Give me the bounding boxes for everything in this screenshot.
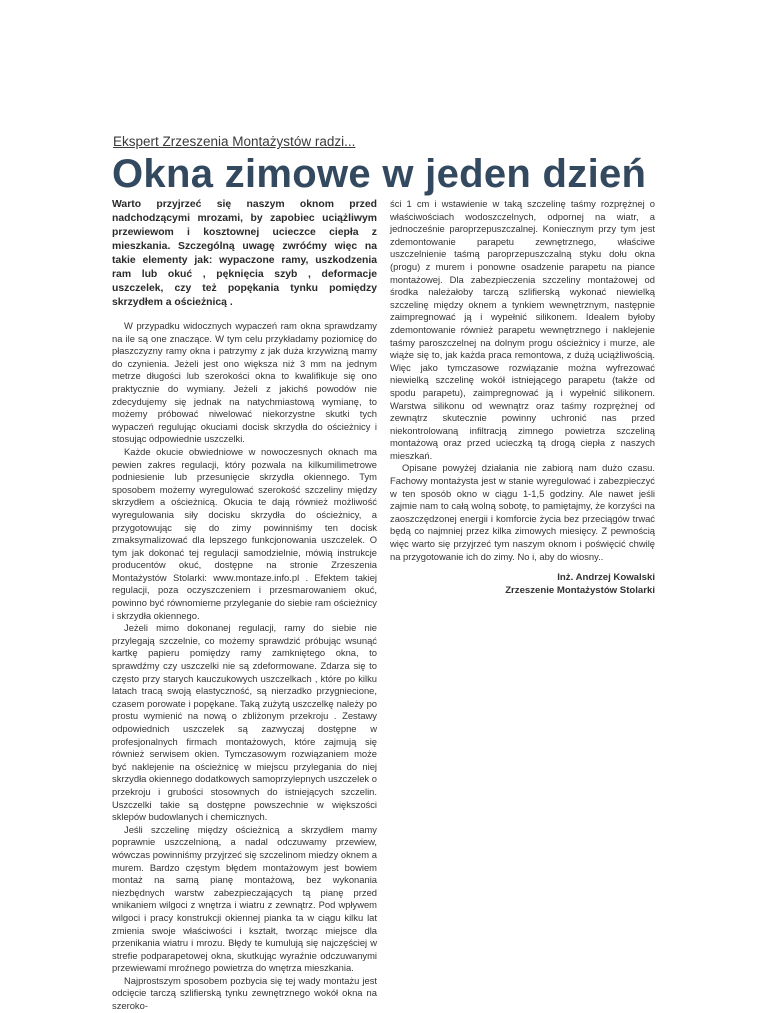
right-column [390,198,655,597]
body-paragraph: ści 1 cm i wstawienie w taką szczelinę taśmy rozprężnej o właściwościach wodoszczelnych, odpornej na wiatr, a jednocześnie paroprzepuszczalnej. Koniecznym przy tym jest zdemontowanie parapetu zewnętrznego, właściwe uszczelnienie taśmą paroprzepuszczalną styku dołu okna (progu) z murem i ponowne osadzenie parapetu na piance montażowej. Dla zabezpieczenia szczeliny montażowej od środka należałoby tarczą szlifierską wykonać niewielką szczelinę między oknem a tynkiem wewnętrznym, następnie zaimpregnować ją i wypełnić silikonem. Idealem byłoby zdemontowanie również parapetu wewnętrznego i naklejenie taśmy paroszczelnej na dolnym progu ościeżnicy i murze, ale wiąże się to, jak każda praca remontowa, z dużą uciążliwością. Więc jako tymczasowe rozwiązanie można wyfrezować niewielką szczelinę wokół istniejącego parapetu (także od spodu parapetu), zaimpregnować ją i wypełnić silikonem. Warstwa silikonu od wewnątrz oraz taśmy rozprężnej od zewnątrz skutecznie powinny uchronić nas przed niekontrolowaną infiltracją zimnego powietrza szczeliną montażową oraz przed ucieczką tą drogą ciepła z naszych mieszkań. [390,198,655,461]
body-paragraph: Najprostszym sposobem pozbycia się tej wady montażu jest odcięcie tarczą szlifierską tynku zewnętrznego wokół okna na szeroko- [112,974,377,1012]
body-paragraph: Jeśli szczelinę między ościeżnicą a skrzydłem mamy poprawnie uszczelnioną, a nadal odczuwamy przewiew, wówczas powinniśmy przyjrzeć się szczelinom miedzy oknem a murem. Bardzo częstym błędem montażowym jest bowiem montaż na samą pianę montażową, bez wykonania niezbędnych warstw zabezpieczających tą pianę przed wnikaniem wilgoci z wnętrza i wiatru z zewnątrz. Pod wpływem wilgoci i pracy konstrukcji okiennej pianka ta w ciągu kilku lat zmienia swoje właściwości i kształt, tworząc miejsce dla przenikania wiatru i mrozu. Błędy te kumulują się najczęściej w strefie podparapetowej okna, skutkując wyraźnie odczuwanymi przewiewami mroźnego powietrza do wnętrza mieszkania. [112,823,377,974]
body-paragraph: W przypadku widocznych wypaczeń ram okna sprawdzamy na ile są one znaczące. W tym celu przykładamy poziomicę do płaszczyzny ramy okna i patrzymy z jak duża krzywizną mamy do czynienia. Jeżeli jest ono większa niż 3 mm na jednym metrze długości lub szerokości okna to kwalifikuje się ono praktycznie do wymiany. Jeżeli z jakichś powodów nie zdecydujemy się jednak na natychmiastową wymianę, to możemy próbować niwelować niekorzystne skutki tych wypaczeń regulując okuciami docisk skrzydła do ościeżnicy i stosując odpowiednie uszczelki. [112,320,377,445]
article-kicker: Ekspert Zrzeszenia Montażystów radzi... [113,134,356,149]
left-column [112,198,377,1013]
author-organization: Zrzeszenie Montażystów Stolarki [505,585,655,597]
body-paragraph: Każde okucie obwiedniowe w nowoczesnych oknach ma pewien zakres regulacji, który pozwala na kilkumilimetrowe podniesienie lub przesunięcie skrzydła okiennego. Tym sposobem możemy wyregulować szerokość szczeliny między skrzydłem a ościeżnicą. Okucia te dają również możliwość wyregulowania siły docisku skrzydła do ościeżnicy, a przygotowując się do zimy powinniśmy ten docisk zmaksymalizować dla lepszego funkcjonowania uszczelek. O tym jak dokonać tej regulacji samodzielnie, mówią instrukcje producentów okuć, dostępne na stronie Zrzeszenia Montażystów Stolarki: www.montaze.info.pl . Efektem takiej regulacji, poza oczyszczeniem i przesmarowaniem okuć, powinno być równomierne przyleganie do siebie ram ościeżnicy i skrzydła okiennego. [112,445,377,621]
author-name: Inż. Andrzej Kowalski [557,572,655,584]
author-signature [390,571,655,597]
body-paragraph: Jeżeli mimo dokonanej regulacji, ramy do siebie nie przylegają szczelnie, co możemy sprawdzić próbując wsunąć kartkę papieru pomiędzy ramy zamkniętego okna, to sprawdźmy czy uszczelki nie są zdeformowane. Zdarza się to często przy starych kauczukowych uszczelkach , które po kilku latach tracą swoją elastyczność, są nierzadko przygniecione, czasem porowate i popękane. Taką zużytą uszczelkę należy po prostu wymienić na nową o zbliżonym przekroju . Zestawy odpowiednich uszczelek są zazwyczaj dostępne w profesjonalnych firmach montażowych, które zajmują się również serwisem okien. Tymczasowym rozwiązaniem może być naklejenie na ościeżnicę w miejscu przylegania do niej skrzydła okiennego dodatkowych samoprzylepnych uszczelek o przekroju i grubości stosownych do istniejących szczelin. Uszczelki takie są dostępne powszechnie w większości sklepów budowlanych i chemicznych. [112,622,377,823]
body-paragraph: Opisane powyżej działania nie zabiorą nam dużo czasu. Fachowy montażysta jest w stanie wyregulować i zabezpieczyć w ten sposób okno w ciągu 1-1,5 godziny. Ale nawet jeśli zajmie nam to całą wolną sobotę, to pamiętajmy, że korzyści na zaoszczędzonej energii i komforcie życia bez przeciągów trwać będą co najmniej przez kilka zimowych miesięcy. Z pewnością więc warto się przyjrzeć tym naszym oknom i poświęcić chwilę na przygotowanie ich do zimy. No i, aby do wiosny.. [390,462,655,562]
lead-paragraph: Warto przyjrzeć się naszym oknom przed nadchodzącymi mrozami, by zapobiec uciążliwym przewiewom i kosztownej ucieczce ciepła z mieszkania. Szczególną uwagę zwróćmy więc na takie elementy jak: wypaczone ramy, uszkodzenia ram lub okuć , pęknięcia szyb , deformacje uszczelek, czy też popękania tynku pomiędzy skrzydłem a ościeżnicą . [112,199,377,308]
article-title: Okna zimowe w jeden dzień [112,152,647,196]
